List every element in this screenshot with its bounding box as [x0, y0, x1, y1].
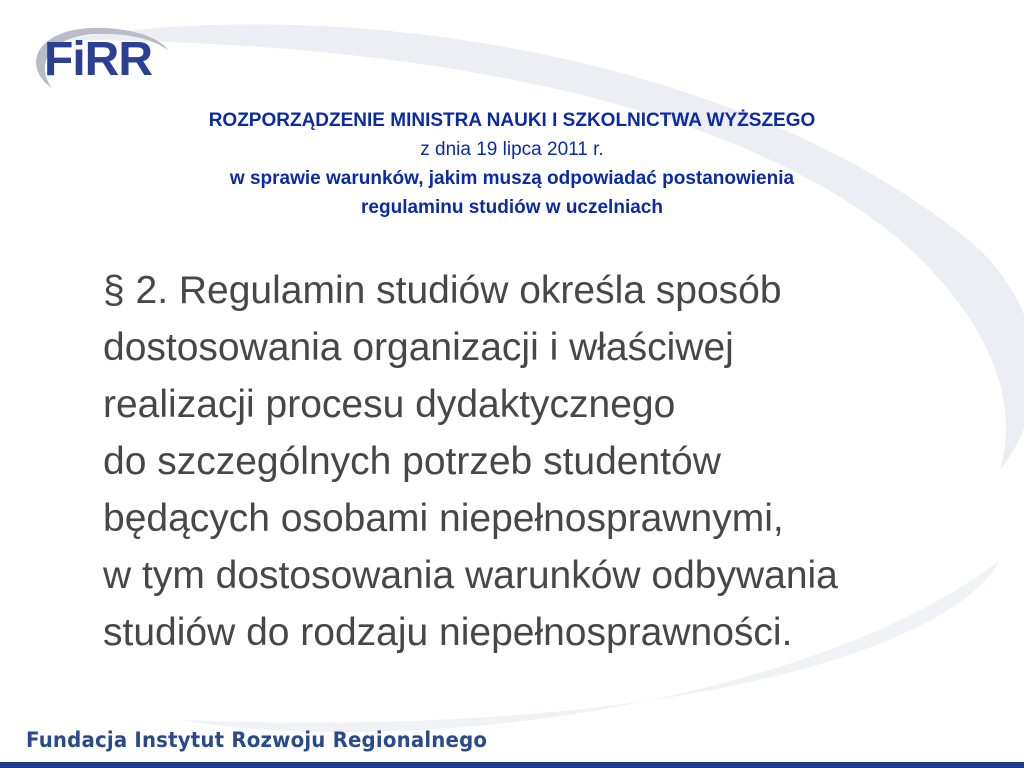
paragraph-line: dostosowania organizacji i właściwej	[103, 326, 734, 369]
regulation-header	[0, 106, 1024, 222]
footer-bar	[0, 762, 1024, 768]
regulation-title: ROZPORZĄDZENIE MINISTRA NAUKI I SZKOLNICTWA WYŻSZEGO	[208, 110, 816, 131]
paragraph-line: realizacji procesu dydaktycznego	[103, 383, 676, 426]
logo-text: FiRR	[44, 33, 152, 86]
regulation-subject-line2: regulaminu studiów w uczelniach	[361, 197, 663, 218]
paragraph-line: w tym dostosowania warunków odbywania	[103, 554, 838, 597]
regulation-date: z dnia 19 lipca 2011 r.	[420, 139, 604, 160]
paragraph-line: będących osobami niepełnosprawnymi,	[103, 497, 784, 540]
paragraph-line: do szczególnych potrzeb studentów	[103, 440, 721, 483]
footer-organization-name: Fundacja Instytut Rozwoju Regionalnego	[26, 728, 488, 752]
paragraph-line: § 2. Regulamin studiów określa sposób	[103, 269, 782, 312]
paragraph-text	[103, 262, 993, 661]
regulation-subject-line1: w sprawie warunków, jakim muszą odpowiadać postanowienia	[229, 168, 795, 189]
paragraph-line: studiów do rodzaju niepełnosprawności.	[103, 611, 793, 654]
